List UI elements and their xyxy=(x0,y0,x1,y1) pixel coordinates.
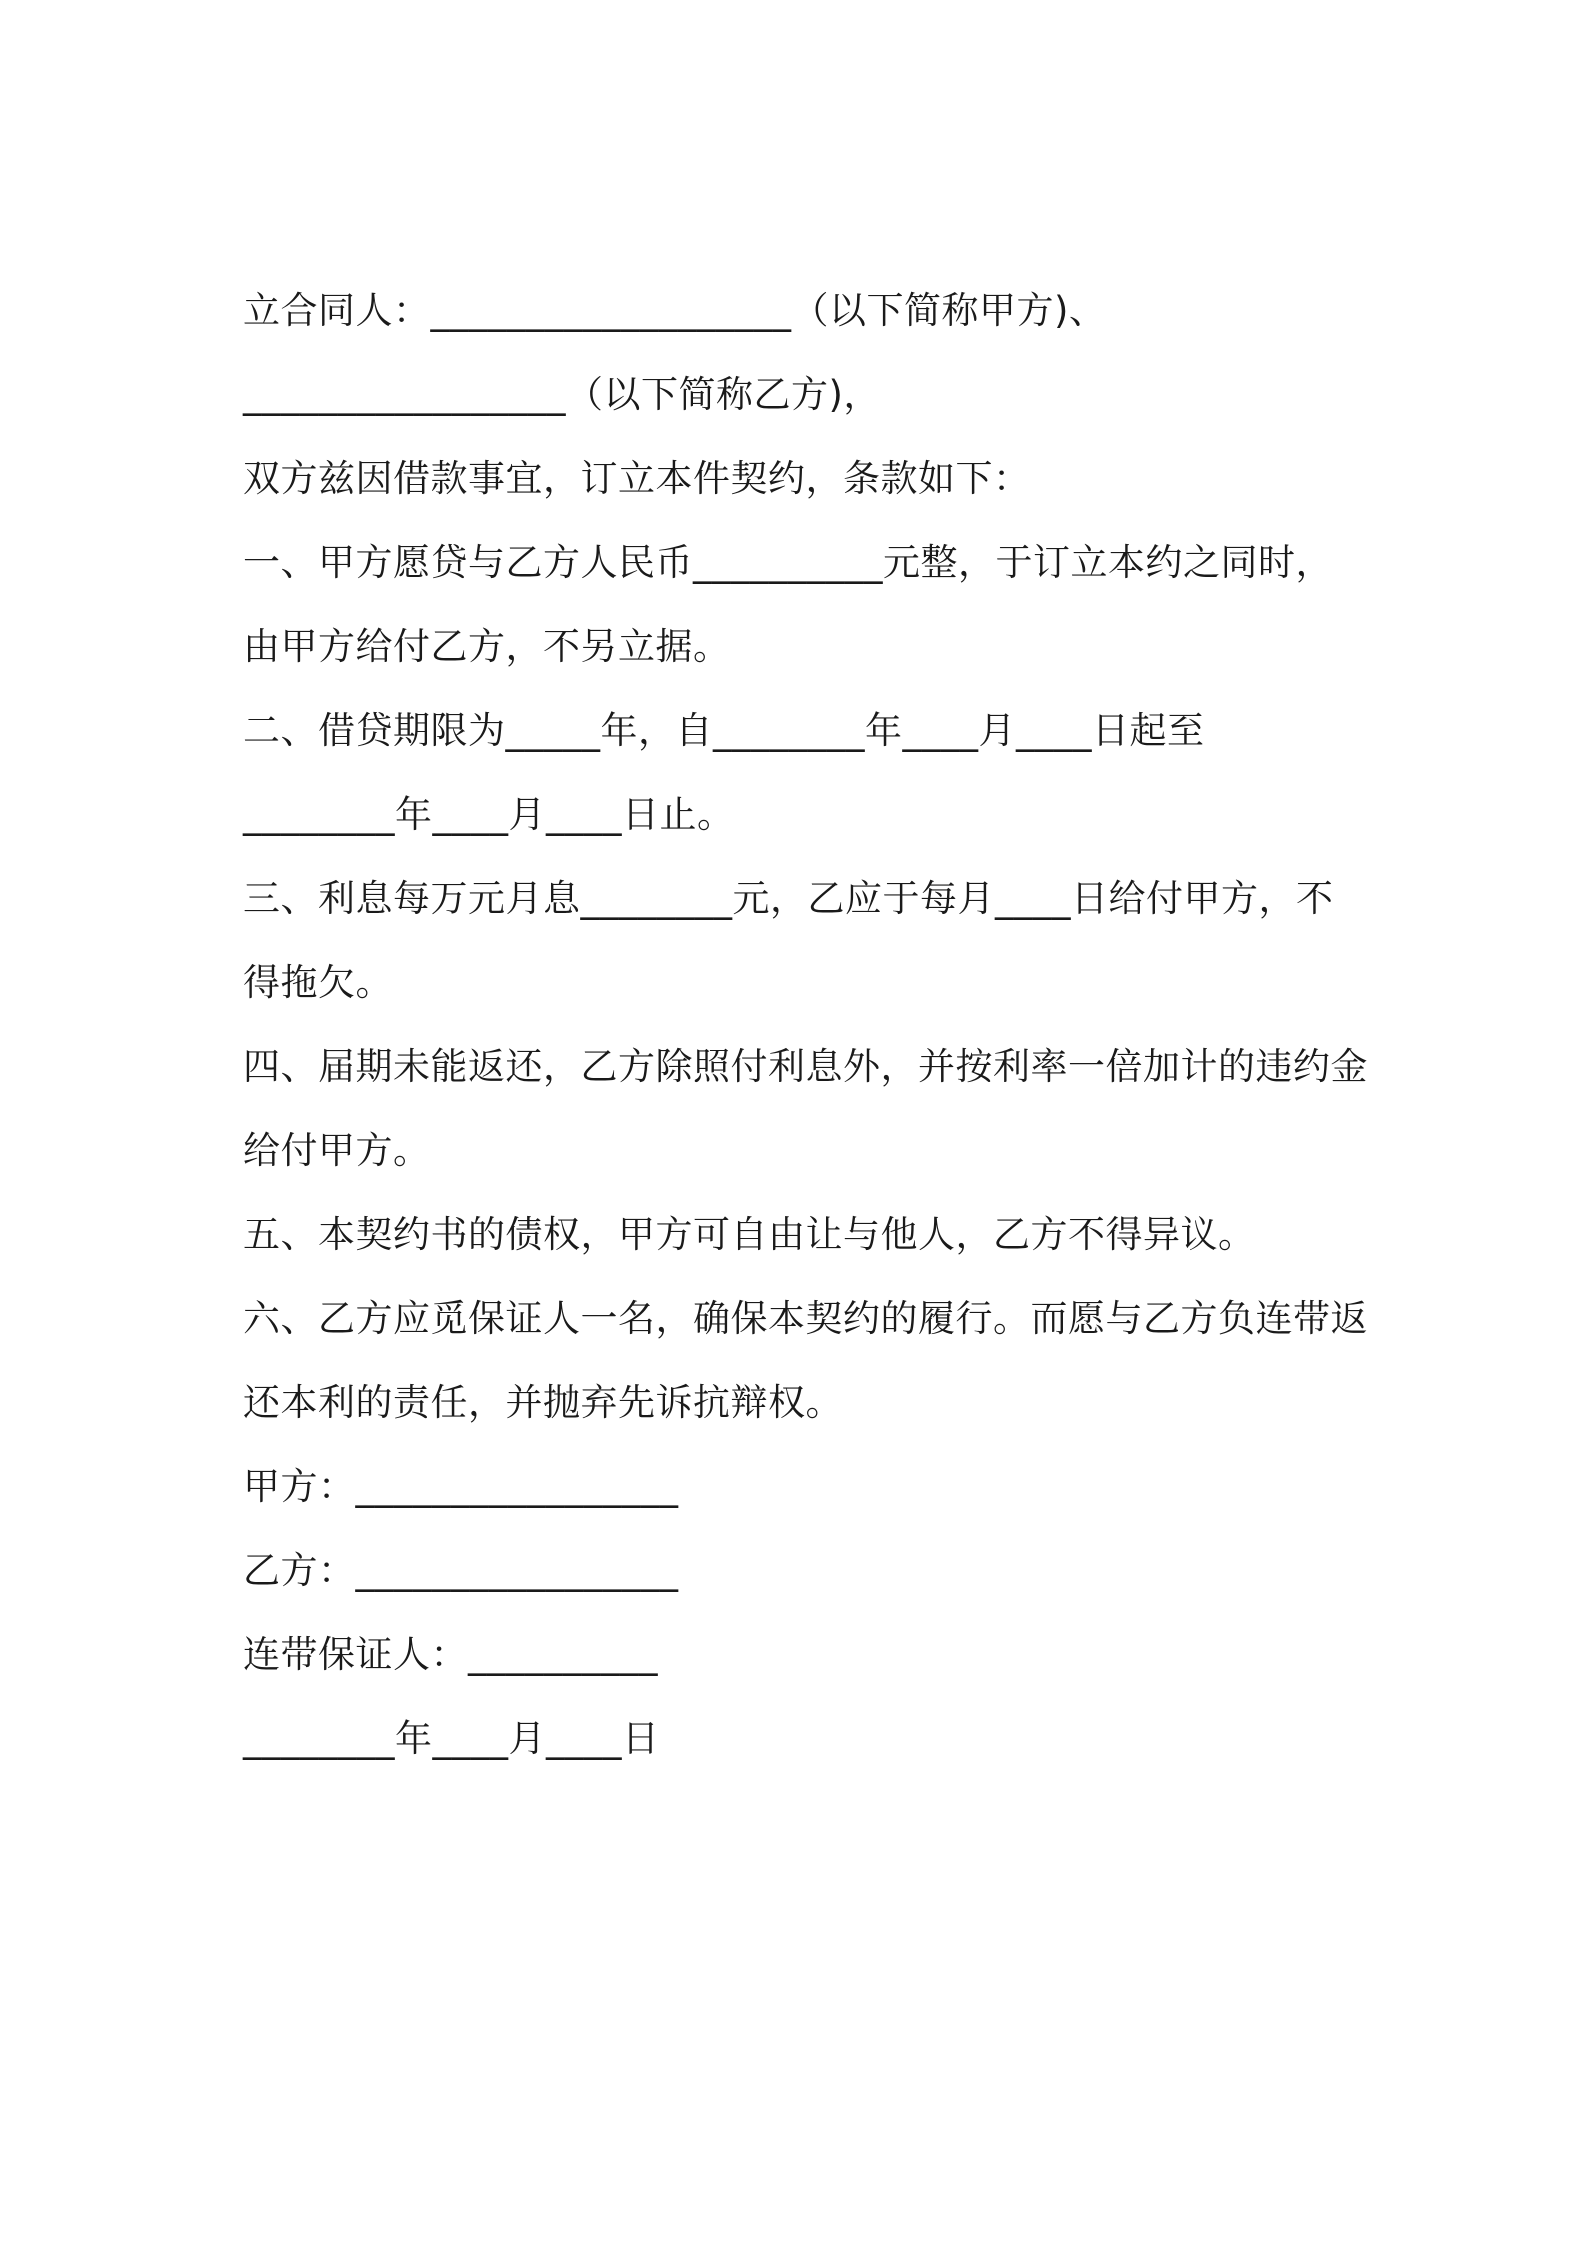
signature-party-a: 甲方：_________________ xyxy=(243,1465,679,1508)
clause-6-line-1: 六、乙方应觅保证人一名，确保本契约的履行。而愿与乙方负连带返 xyxy=(243,1297,1368,1340)
clause-1-line-1: 一、甲方愿贷与乙方人民币__________元整，于订立本约之同时， xyxy=(243,541,1333,584)
clause-2-line-1: 二、借贷期限为_____年，自________年____月____日起至 xyxy=(243,709,1205,752)
clause-5-line: 五、本契约书的债权，甲方可自由让与他人，乙方不得异议。 xyxy=(243,1213,1256,1256)
signature-guarantor: 连带保证人：__________ xyxy=(243,1633,658,1676)
clause-1-line-2: 由甲方给付乙方，不另立据。 xyxy=(243,625,731,668)
preamble-line: 双方兹因借款事宜，订立本件契约，条款如下： xyxy=(243,457,1031,500)
signature-party-b: 乙方：_________________ xyxy=(243,1549,679,1592)
parties-line-2: _________________（以下简称乙方)， xyxy=(243,373,881,416)
parties-line-1: 立合同人：___________________（以下简称甲方)、 xyxy=(243,289,1107,332)
clause-4-line-2: 给付甲方。 xyxy=(243,1129,431,1172)
clause-3-line-2: 得拖欠。 xyxy=(243,961,393,1004)
clause-4-line-1: 四、届期未能返还，乙方除照付利息外，并按利率一倍加计的违约金 xyxy=(243,1045,1368,1088)
clause-2-line-2: ________年____月____日止。 xyxy=(243,793,735,836)
signature-date: ________年____月____日 xyxy=(243,1717,660,1760)
clause-6-line-2: 还本利的责任，并抛弃先诉抗辩权。 xyxy=(243,1381,843,1424)
clause-3-line-1: 三、利息每万元月息________元，乙应于每月____日给付甲方，不 xyxy=(243,877,1334,920)
contract-body xyxy=(243,276,1383,1788)
